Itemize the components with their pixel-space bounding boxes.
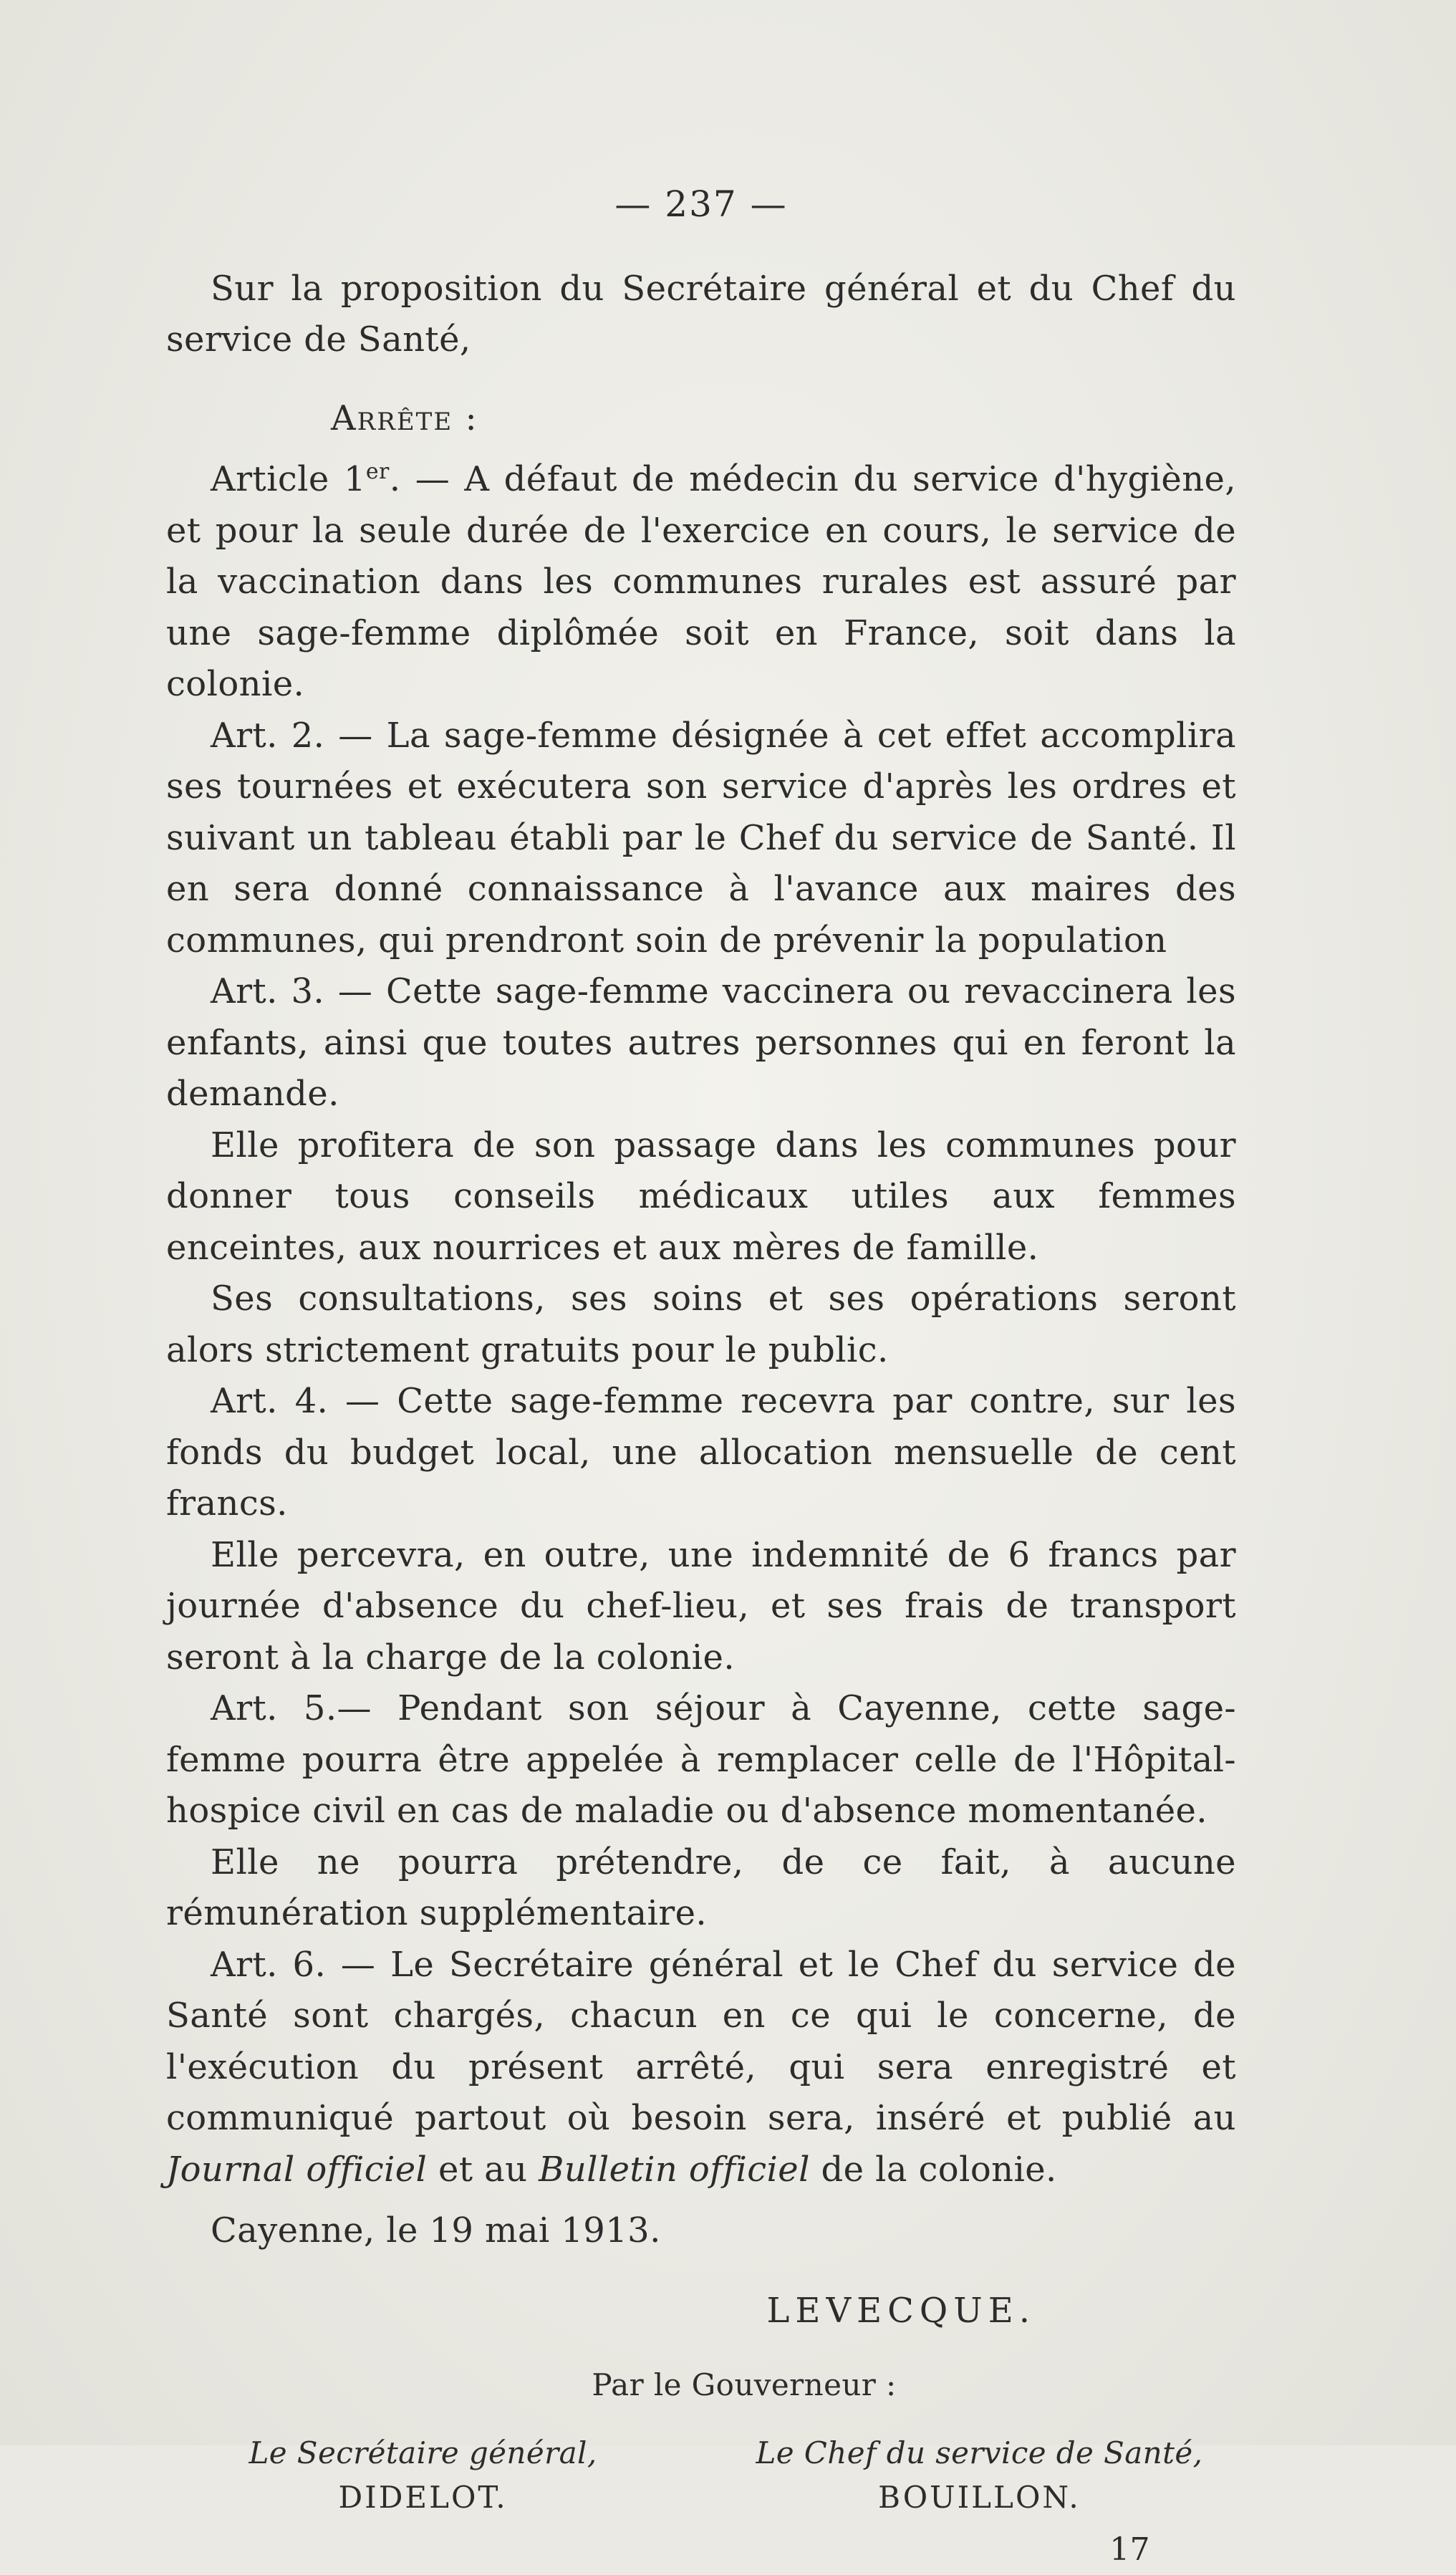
par-le-gouverneur: Par le Gouverneur : <box>166 2359 1236 2411</box>
article-3-paragraph-3: Ses consultations, ses soins et ses opérations seront alors strictement gratuits pour le public. <box>166 1274 1236 1376</box>
article-5-paragraph-2: Elle ne pourra prétendre, de ce fait, à aucune rémunération supplémentaire. <box>166 1837 1236 1940</box>
article-1-text: . — A défaut de médecin du service d'hygiène, et pour la seule durée de l'exercice en cours, le service de la vaccination dans les communes rurales est assuré par une sage-femme diplômée soit en France, soit dans la colonie. <box>166 459 1236 704</box>
article-6-text-end: de la colonie. <box>810 2150 1057 2190</box>
article-6-text-start: Art. 6. — Le Secrétaire général et le Chef du service de Santé sont chargés, chacun en ce qui le concerne, de l'exécution du présent arrêté, qui sera enregistré et communiqué partout où besoin sera, inséré et publié au <box>166 1945 1236 2139</box>
secretaire-general-title: Le Secrétaire général, <box>166 2431 680 2475</box>
article-6 <box>166 1940 1236 2196</box>
page-number: — 237 — <box>166 179 1236 231</box>
article-1-sup: er <box>366 459 390 484</box>
article-5: Art. 5.— Pendant son séjour à Cayenne, cette sage-femme pourra être appelée à remplacer celle de l'Hôpital-hospice civil en cas de maladie ou d'absence momentanée. <box>166 1683 1236 1837</box>
document-body <box>166 179 1236 2575</box>
article-2: Art. 2. — La sage-femme désignée à cet effet accomplira ses tournées et exécutera son service d'après les ordres et suivant un tableau établi par le Chef du service de Santé. Il en sera donné connaissance à l'avance aux maires des communes, qui prendront soin de prévenir la population <box>166 711 1236 967</box>
secretaire-general-name: DIDELOT. <box>166 2475 680 2520</box>
signature-left <box>166 2431 680 2520</box>
sheet-number: 17 <box>166 2524 1236 2575</box>
signature-right <box>723 2431 1236 2520</box>
chef-service-sante-title: Le Chef du service de Santé, <box>723 2431 1236 2475</box>
article-4: Art. 4. — Cette sage-femme recevra par contre, sur les fonds du budget local, une allocation mensuelle de cent francs. <box>166 1376 1236 1530</box>
chef-service-sante-name: BOUILLON. <box>723 2475 1236 2520</box>
governor-signature: LEVECQUE. <box>166 2286 1236 2337</box>
article-4-paragraph-2: Elle percevra, en outre, une indemnité de 6 francs par journée d'absence du chef-lieu, et ses frais de transport seront à la charge de la colonie. <box>166 1530 1236 1684</box>
article-3: Art. 3. — Cette sage-femme vaccinera ou revaccinera les enfants, ainsi que toutes autres personnes qui en feront la demande. <box>166 966 1236 1120</box>
signatures <box>166 2431 1236 2520</box>
article-6-text-mid: et au <box>427 2150 539 2190</box>
arrete-heading: Arrête : <box>166 393 1236 445</box>
place-date: Cayenne, le 19 mai 1913. <box>166 2205 1236 2257</box>
article-3-paragraph-2: Elle profitera de son passage dans les communes pour donner tous conseils médicaux utiles aux femmes enceintes, aux nourrices et aux mères de famille. <box>166 1120 1236 1274</box>
preamble: Sur la proposition du Secrétaire général et du Chef du service de Santé, <box>166 264 1236 366</box>
bulletin-officiel: Bulletin officiel <box>539 2150 810 2190</box>
article-1 <box>166 454 1236 711</box>
journal-officiel: Journal officiel <box>166 2150 427 2190</box>
article-1-label: Article 1 <box>211 459 366 499</box>
